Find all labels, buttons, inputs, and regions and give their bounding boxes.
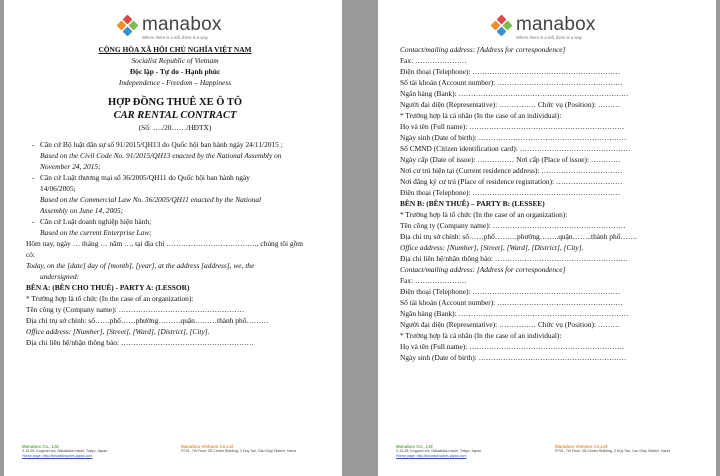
today-vn: Hôm nay, ngày … tháng … năm …, tại địa chỉ ………………………………., chúng tôi gồm <box>26 239 304 248</box>
basis-item-en: Based on the current Enterprise Law; <box>40 228 152 237</box>
footer-homepage-link[interactable]: Home page: http://kovwitchsubes.japan.com <box>396 454 467 458</box>
individual-case: * Trường hợp là cá nhân (In the case of an individual): <box>400 331 562 340</box>
individual-case: * Trường hợp là cá nhân (In the case of an individual): <box>400 111 562 120</box>
basis-item-en: Assembly on June 14, 2005; <box>40 206 124 215</box>
dob-field: Ngày sinh (Date of birth): …………………………………………………… <box>400 133 627 142</box>
left-content <box>26 44 324 348</box>
footer-left <box>22 444 169 459</box>
phone-field: Điện thoại (Telephone): …………………………………………………… <box>400 287 621 296</box>
today-vn: có: <box>26 250 36 259</box>
document-page-left <box>4 0 342 476</box>
republic-en: Socialist Republic of Vietnam <box>131 56 219 65</box>
basis-item-vn: 14/06/2005; <box>40 184 76 193</box>
today-en: undersigned: <box>40 272 79 281</box>
account-field: Số tài khoản (Account number): …………………………………………… <box>400 298 623 307</box>
contract-title-vn: HỢP ĐỒNG THUÊ XE Ô TÔ <box>107 97 243 108</box>
contact-address-en: Contact/mailing address: [Address for correspondence] <box>400 265 566 274</box>
basis-item-en: November 24, 2015; <box>40 162 101 171</box>
basis-item: - Căn cứ Bộ luật dân sự số 91/2015/QH13 do Quốc hội ban hành ngày 24/11/2015 ; <box>26 139 324 150</box>
logo-tagline: Where there is a will, there is a way <box>516 35 582 40</box>
motto-en: Independence - Freedom – Happiness <box>118 78 232 87</box>
party-b-heading: BÊN B: (BÊN THUÊ) – PARTY B: (LESSEE) <box>400 199 545 208</box>
republic-vn: CỘNG HÒA XÃ HỘI CHỦ NGHĨA VIỆT NAM <box>98 45 252 54</box>
footer-address-vn: R701, 7th Floor, 3D Center Building, 3 Duy Tan, Cau Giay District, Hanoi <box>181 449 297 453</box>
full-name-field: Họ và tên (Full name): ……………………………………………………… <box>400 122 625 131</box>
document-page-right <box>378 0 716 476</box>
manabox-logo-icon <box>118 16 138 36</box>
party-a-heading: BÊN A: (BÊN CHO THUÊ) - PARTY A: (LESSOR) <box>26 283 190 292</box>
logo-wordmark: manabox <box>142 14 222 35</box>
footer-company-jp: Manabox Co., Ltd <box>396 444 433 449</box>
address-en: Office address: [Number], [Street], [Ward], [District], [City]. <box>26 327 210 336</box>
contact-address: Địa chỉ liên hệ/nhận thông báo: ……………………………………………… <box>400 254 628 263</box>
current-residence-field: Nơi cư trú hiện tại (Current residence address): …………………………… <box>400 166 623 175</box>
footer-company-vn: Manabox Vietnam Co.Ltd <box>555 444 608 449</box>
footer-address-jp: 3-15-28, Koganei-shi, Nakashita-machi, Tokyo, Japan <box>22 449 108 453</box>
manabox-logo <box>118 14 228 42</box>
contract-title-en: CAR RENTAL CONTRACT <box>113 110 237 121</box>
org-case: * Trường hợp là tổ chức (In the case of an organization): <box>26 294 194 303</box>
phone-field: Điện thoại (Telephone): …………………………………………………… <box>400 188 621 197</box>
footer-address-jp: 3-15-28, Koganei-shi, Nakashita-machi, Tokyo, Japan <box>396 449 482 453</box>
footer-right <box>555 444 702 454</box>
contract-number: (Số: …./20……/HĐTX) <box>138 123 212 132</box>
basis-item-en: Based on the Civil Code No. 91/2015/QH13 enacted by the National Assembly on <box>40 151 282 160</box>
phone-field: Điện thoại (Telephone): …………………………………………………… <box>400 67 621 76</box>
full-name-field: Họ và tên (Full name): ……………………………………………………… <box>400 342 625 351</box>
logo-tagline: Where there is a will, there is a way <box>142 35 208 40</box>
address-vn: Địa chỉ trụ sở chính: số……phố……phường………quận………thành phố……… <box>26 316 269 325</box>
fax-field: Fax: ………………… <box>400 276 467 285</box>
address-en: Office address: [Number], [Street], [Ward], [District], [City]. <box>400 243 584 252</box>
dob-field: Ngày sinh (Date of birth): …………………………………………………… <box>400 353 627 362</box>
representative-field: Người đại diện (Representative): …………… Chức vụ (Position): ……… <box>400 320 621 329</box>
contact-address: Địa chỉ liên hệ/nhận thông báo: ……………………………………………… <box>26 338 254 347</box>
address-vn: Địa chỉ trụ sở chính: số……phố………phường……..quận……..thành phố……. <box>400 232 638 241</box>
footer-company-vn: Manabox Vietnam Co.Ltd <box>181 444 234 449</box>
footer-company-jp: Manabox Co., Ltd <box>22 444 59 449</box>
representative-field: Người đại diện (Representative): …………… Chức vụ (Position): ……… <box>400 100 621 109</box>
page-footer <box>396 444 702 474</box>
manabox-logo <box>492 14 602 42</box>
permanent-residence-field: Nơi đăng ký cư trú (Place of residence registration): ……………………… <box>400 177 623 186</box>
bank-field: Ngân hàng (Bank): …………………………………………………………… <box>400 89 629 98</box>
right-content <box>400 44 698 363</box>
contact-address-en: Contact/mailing address: [Address for correspondence] <box>400 45 566 54</box>
footer-left <box>396 444 543 459</box>
issue-field: Ngày cấp (Date of issue): …………… Nơi cấp (Place of issue): ………… <box>400 155 621 164</box>
fax-field: Fax: ………………… <box>400 56 467 65</box>
account-field: Số tài khoản (Account number): …………………………………………… <box>400 78 623 87</box>
id-card-field: Số CMND (Citizen identification card): ……………………………………… <box>400 144 631 153</box>
company-name-field: Tên công ty (Company name): ……………………………………………… <box>400 221 626 230</box>
org-case: * Trường hợp là tổ chức (In the case of an organization): <box>400 210 568 219</box>
page-footer <box>22 444 328 474</box>
basis-item: - Căn cứ Luật doanh nghiệp hiện hành; <box>26 216 324 227</box>
logo-wordmark: manabox <box>516 14 596 35</box>
footer-right <box>181 444 328 454</box>
motto-vn: Độc lập - Tự do - Hạnh phúc <box>129 67 221 76</box>
footer-address-vn: R701, 7th Floor, 3D Center Building, 3 Duy Tan, Cau Giay District, Hanoi <box>555 449 671 453</box>
bank-field: Ngân hàng (Bank): …………………………………………………………… <box>400 309 629 318</box>
footer-homepage-link[interactable]: Home page: http://kovwitchsubes.japan.com <box>22 454 93 458</box>
legal-basis-list <box>26 139 324 238</box>
basis-item: - Căn cứ Luật thương mại số 36/2005/QH11 do Quốc hội ban hành ngày <box>26 172 324 183</box>
today-en: Today, on the [date] day of [month], [year], at the address [address], we, the <box>26 261 255 270</box>
manabox-logo-icon <box>492 16 512 36</box>
basis-item-en: Based on the Commercial Law No. 36/2005/QH11 enacted by the National <box>40 195 262 204</box>
company-name-field: Tên công ty (Company name): …………………………………………… <box>26 305 245 314</box>
